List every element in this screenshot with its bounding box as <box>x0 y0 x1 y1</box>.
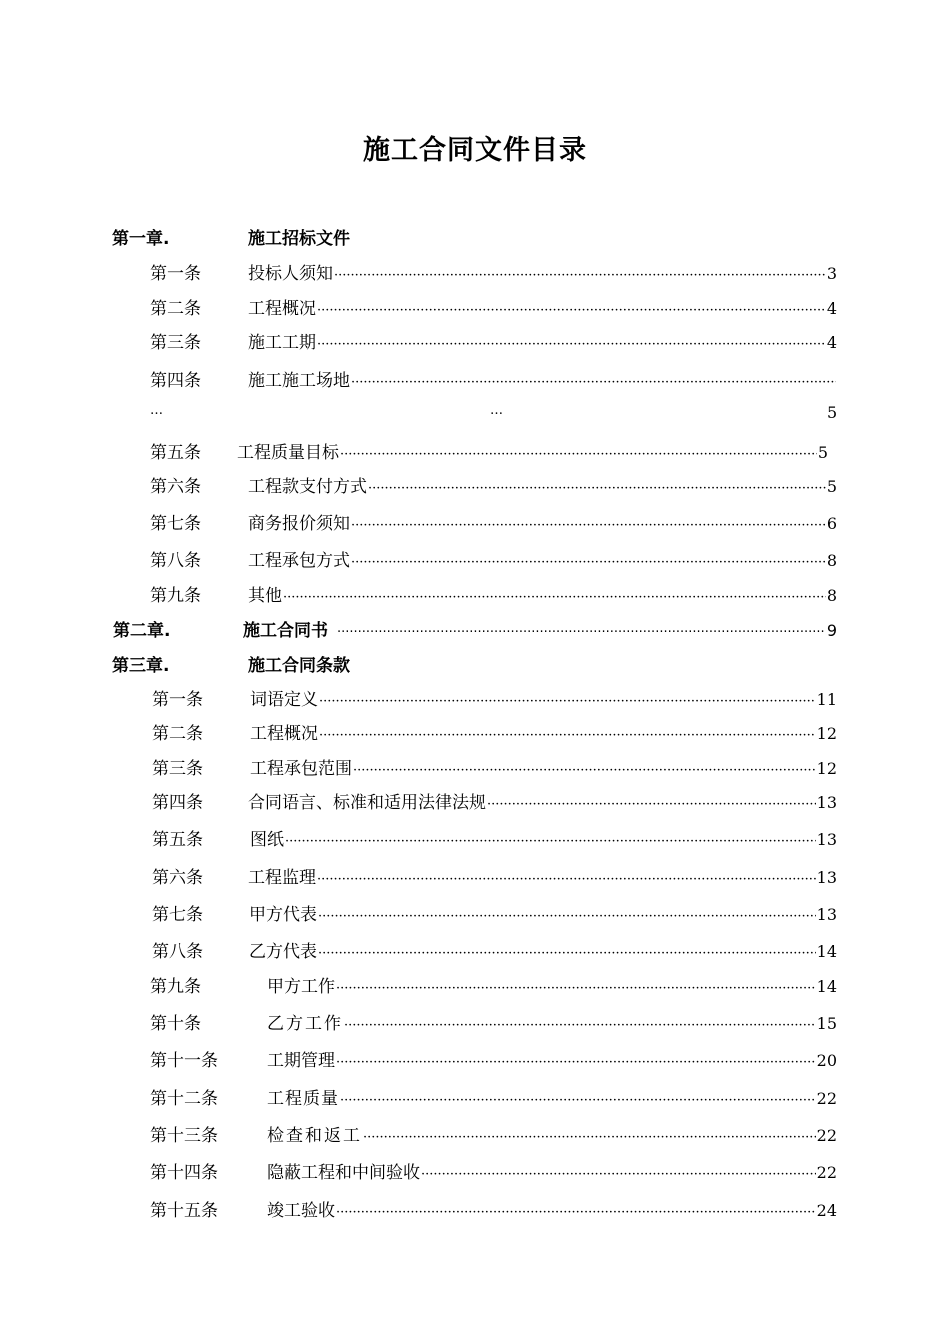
toc-entry[interactable] <box>152 863 837 888</box>
article-title: 工程承包范围 <box>250 759 352 779</box>
wrapped-dot-leader: … <box>150 403 163 418</box>
dot-leader <box>340 447 817 462</box>
article-number: 第九条 <box>150 977 201 997</box>
page-number: 12 <box>816 724 837 743</box>
article-number: 第二条 <box>150 299 201 319</box>
article-title: 工程款支付方式 <box>248 477 367 497</box>
article-title: 合同语言、标准和适用法律法规 <box>248 793 486 813</box>
dot-leader <box>368 481 826 496</box>
toc-entry[interactable] <box>150 1084 837 1109</box>
article-number: 第八条 <box>152 942 203 962</box>
article-number: 第八条 <box>150 551 201 571</box>
toc-entry[interactable] <box>152 900 837 925</box>
dot-leader <box>319 694 816 709</box>
toc-entry[interactable] <box>150 1121 837 1146</box>
article-number: 第六条 <box>152 868 203 888</box>
dot-leader <box>318 946 816 961</box>
article-title: 工程概况 <box>250 724 318 744</box>
toc-entry[interactable] <box>150 366 837 391</box>
page-number: 6 <box>826 514 837 533</box>
toc-entry[interactable] <box>152 937 837 962</box>
article-title: 乙方代表 <box>249 942 317 962</box>
article-title: 工程概况 <box>248 299 316 319</box>
toc-entry[interactable] <box>150 328 837 353</box>
page-number: 12 <box>816 759 837 778</box>
chapter-title: 施工合同条款 <box>248 656 350 676</box>
dot-leader <box>487 797 816 812</box>
article-title: 检查和返工 <box>267 1126 362 1146</box>
chapter-number: 第三章. <box>112 656 170 676</box>
dot-leader <box>319 728 816 743</box>
article-number: 第三条 <box>152 759 203 779</box>
article-title: 工程监理 <box>248 868 316 888</box>
article-number: 第六条 <box>150 477 201 497</box>
article-number: 第七条 <box>150 514 201 534</box>
dot-leader <box>317 872 816 887</box>
chapter-title: 施工合同书 <box>243 621 328 641</box>
page-number: 14 <box>816 942 837 961</box>
page-number: 22 <box>816 1163 837 1182</box>
toc-entry[interactable] <box>150 509 837 534</box>
article-title: 工程质量 <box>267 1089 339 1109</box>
dot-leader <box>340 1093 816 1108</box>
page-number: 4 <box>826 333 837 352</box>
toc-entry[interactable] <box>150 1046 837 1071</box>
page-number: 13 <box>816 830 837 849</box>
page-number: 15 <box>816 1014 837 1033</box>
toc-entry[interactable] <box>150 1009 837 1034</box>
article-title: 施工工期 <box>248 333 316 353</box>
article-title: 商务报价须知 <box>248 514 350 534</box>
article-title: 词语定义 <box>250 690 318 710</box>
chapter-2-heading[interactable] <box>113 616 837 641</box>
page-number: 4 <box>826 299 837 318</box>
chapter-title: 施工招标文件 <box>248 229 350 249</box>
page-title: 施工合同文件目录 <box>363 135 587 166</box>
page-number: 13 <box>816 793 837 812</box>
page-number: 22 <box>816 1089 837 1108</box>
dot-leader <box>344 1018 816 1033</box>
article-title: 竣工验收 <box>267 1201 335 1221</box>
dot-leader <box>317 303 826 318</box>
article-number: 第十五条 <box>150 1201 218 1221</box>
chapter-number: 第一章. <box>112 229 170 249</box>
article-title: 工期管理 <box>267 1051 335 1071</box>
toc-entry[interactable] <box>152 788 837 813</box>
article-number: 第七条 <box>152 905 203 925</box>
toc-entry[interactable] <box>150 972 837 997</box>
article-title: 其他 <box>248 586 282 606</box>
dot-leader <box>317 337 826 352</box>
dot-leader <box>336 1205 816 1220</box>
article-number: 第十一条 <box>150 1051 218 1071</box>
toc-entry[interactable] <box>150 259 837 284</box>
chapter-number: 第二章. <box>113 621 171 641</box>
article-title: 工程承包方式 <box>248 551 350 571</box>
chapter-3-heading[interactable] <box>112 651 350 676</box>
toc-entry[interactable] <box>150 1158 837 1183</box>
article-title: 工程质量目标 <box>237 443 339 463</box>
page-number: 5 <box>826 477 837 496</box>
article-title: 图纸 <box>250 830 284 850</box>
dot-leader <box>337 625 826 640</box>
dot-leader <box>283 590 826 605</box>
article-number: 第三条 <box>150 333 201 353</box>
dot-leader <box>353 763 816 778</box>
dot-leader <box>363 1130 816 1145</box>
article-title: 乙方工作 <box>267 1014 343 1034</box>
dot-leader <box>334 268 826 283</box>
article-title: 投标人须知 <box>248 264 333 284</box>
article-number: 第四条 <box>152 793 203 813</box>
wrapped-dot-leader: … <box>490 403 503 418</box>
dot-leader <box>351 555 826 570</box>
article-title: 隐蔽工程和中间验收 <box>267 1163 420 1183</box>
article-number: 第二条 <box>152 724 203 744</box>
chapter-1-heading[interactable] <box>112 224 350 249</box>
article-number: 第十条 <box>150 1014 201 1034</box>
toc-entry[interactable] <box>152 754 837 779</box>
page-number: 9 <box>826 621 837 640</box>
dot-leader <box>336 981 816 996</box>
page-number: 14 <box>816 977 837 996</box>
page-number: 13 <box>816 868 837 887</box>
page-number: 13 <box>816 905 837 924</box>
dot-leader <box>336 1055 816 1070</box>
toc-entry[interactable] <box>150 1196 837 1221</box>
toc-entry[interactable] <box>152 825 837 850</box>
page-number: 3 <box>826 264 837 283</box>
page-number: 11 <box>816 690 837 709</box>
article-number: 第十四条 <box>150 1163 218 1183</box>
article-number: 第一条 <box>152 690 203 710</box>
page-number: 22 <box>816 1126 837 1145</box>
article-title: 甲方工作 <box>267 977 335 997</box>
page-number: 20 <box>816 1051 837 1070</box>
dot-leader <box>351 518 826 533</box>
article-number: 第十二条 <box>150 1089 218 1109</box>
dot-leader <box>285 834 816 849</box>
article-number: 第十三条 <box>150 1126 218 1146</box>
page-number: 5 <box>817 443 828 462</box>
dot-leader <box>351 375 836 390</box>
article-title: 施工施工场地 <box>248 371 350 391</box>
dot-leader <box>318 909 816 924</box>
toc-entry[interactable] <box>150 581 837 606</box>
dot-leader <box>421 1167 816 1182</box>
toc-entry[interactable] <box>152 719 837 744</box>
page-number: 24 <box>816 1201 837 1220</box>
toc-entry[interactable] <box>150 472 837 497</box>
article-number: 第九条 <box>150 586 201 606</box>
toc-entry[interactable] <box>152 685 837 710</box>
article-number: 第五条 <box>150 443 201 463</box>
page-number: 8 <box>826 551 837 570</box>
toc-entry[interactable] <box>150 546 837 571</box>
article-title: 甲方代表 <box>249 905 317 925</box>
article-number: 第一条 <box>150 264 201 284</box>
toc-entry[interactable] <box>150 438 828 463</box>
article-number: 第五条 <box>152 830 203 850</box>
page-number: 8 <box>826 586 837 605</box>
article-number: 第四条 <box>150 371 201 391</box>
toc-entry[interactable] <box>150 294 837 319</box>
page-number: 5 <box>827 403 838 422</box>
